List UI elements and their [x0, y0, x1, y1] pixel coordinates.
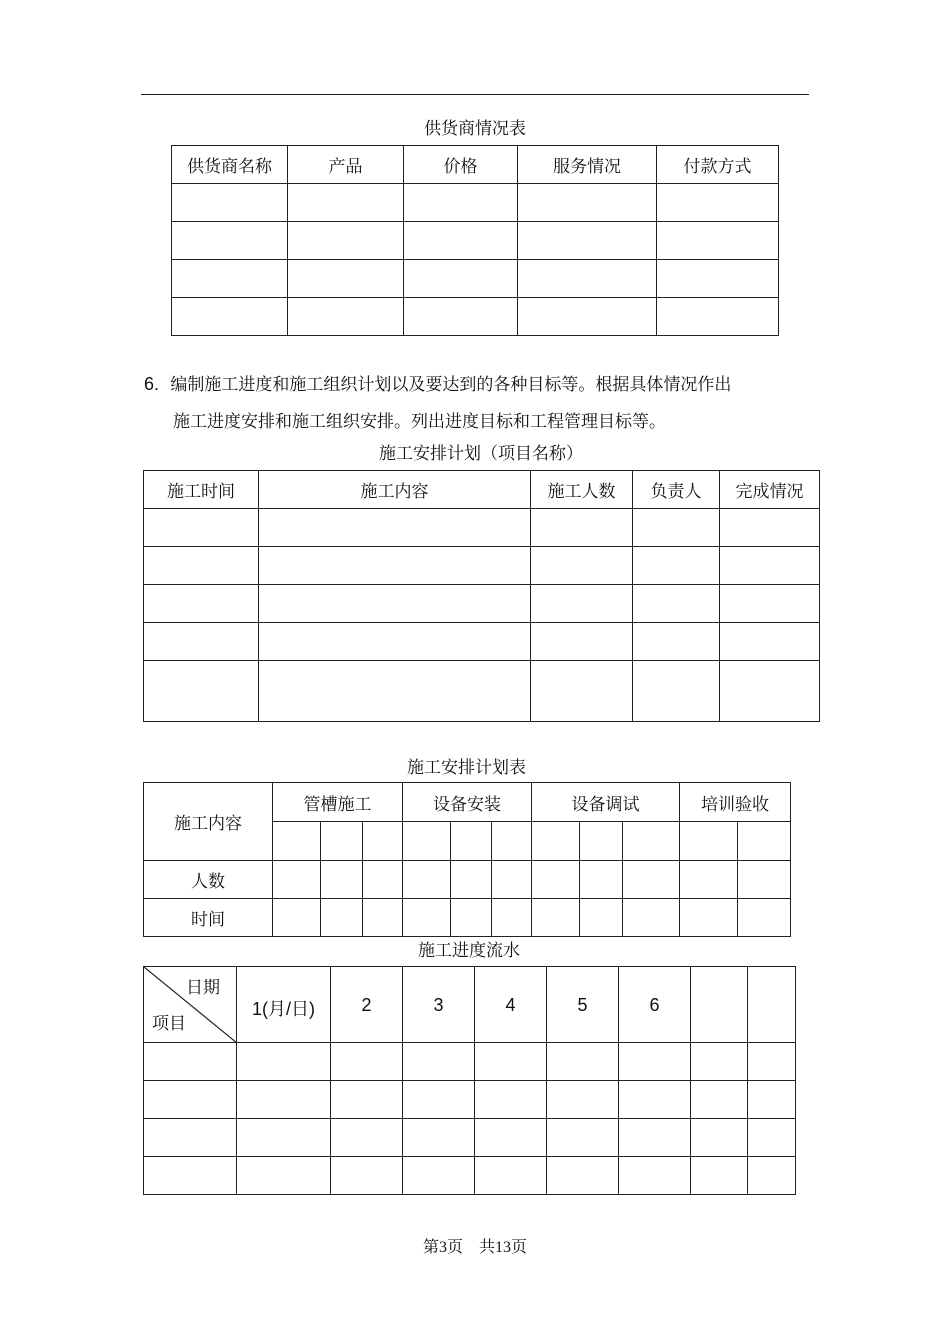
section-6-paragraph	[144, 365, 824, 404]
schedule-table-caption: 施工安排计划表	[407, 758, 526, 778]
plan-header-owner: 负责人	[633, 471, 720, 509]
table-row	[172, 184, 779, 222]
progress-table-caption: 施工进度流水	[418, 941, 520, 961]
table-row	[144, 1157, 796, 1195]
page-total: 共13页	[479, 1239, 528, 1256]
diag-label-date: 日期	[186, 978, 220, 998]
plan-header-status: 完成情况	[720, 471, 820, 509]
plan-table-caption: 施工安排计划（项目名称）	[379, 444, 583, 464]
plan-header-time: 施工时间	[144, 471, 259, 509]
schedule-corner: 施工内容	[144, 783, 273, 861]
supplier-header-price: 价格	[404, 146, 518, 184]
supplier-header-service: 服务情况	[518, 146, 657, 184]
table-row	[144, 899, 791, 937]
table-row	[144, 1043, 796, 1081]
plan-table	[143, 470, 820, 722]
plan-header-content: 施工内容	[259, 471, 531, 509]
progress-col-4: 4	[475, 967, 547, 1043]
supplier-header-product: 产品	[288, 146, 404, 184]
page-footer	[0, 1234, 950, 1257]
progress-col-1: 1(月/日)	[237, 967, 331, 1043]
supplier-table	[171, 145, 779, 336]
schedule-group-pipe: 管槽施工	[273, 783, 403, 822]
schedule-group-install: 设备安装	[403, 783, 532, 822]
schedule-group-training: 培训验收	[680, 783, 791, 822]
progress-table	[143, 966, 796, 1195]
table-row	[144, 623, 820, 661]
table-row	[172, 222, 779, 260]
supplier-table-caption: 供货商情况表	[424, 119, 526, 139]
table-row	[144, 585, 820, 623]
table-row	[144, 861, 791, 899]
diag-label-item: 项目	[152, 1014, 186, 1034]
header-rule	[141, 94, 809, 95]
table-row	[144, 1119, 796, 1157]
table-row	[144, 547, 820, 585]
section-6-line-2: 施工进度安排和施工组织安排。列出进度目标和工程管理目标等。	[173, 412, 666, 432]
schedule-table	[143, 782, 791, 937]
schedule-row-label-headcount: 人数	[144, 861, 273, 899]
section-number: 6.	[144, 374, 160, 394]
progress-col-6: 6	[619, 967, 691, 1043]
supplier-header-name: 供货商名称	[172, 146, 288, 184]
progress-diagonal-header	[144, 967, 237, 1043]
progress-col-3: 3	[403, 967, 475, 1043]
table-row	[144, 1081, 796, 1119]
progress-col-5: 5	[547, 967, 619, 1043]
page-number: 第3页	[422, 1239, 463, 1256]
section-line-1: 编制施工进度和施工组织计划以及要达到的各种目标等。根据具体情况作出	[170, 375, 732, 395]
progress-col-2: 2	[331, 967, 403, 1043]
schedule-group-debug: 设备调试	[532, 783, 680, 822]
table-row	[144, 509, 820, 547]
table-row	[172, 260, 779, 298]
table-row	[144, 661, 820, 722]
schedule-row-label-time: 时间	[144, 899, 273, 937]
table-row	[172, 298, 779, 336]
plan-header-workers: 施工人数	[531, 471, 633, 509]
supplier-header-payment: 付款方式	[657, 146, 779, 184]
